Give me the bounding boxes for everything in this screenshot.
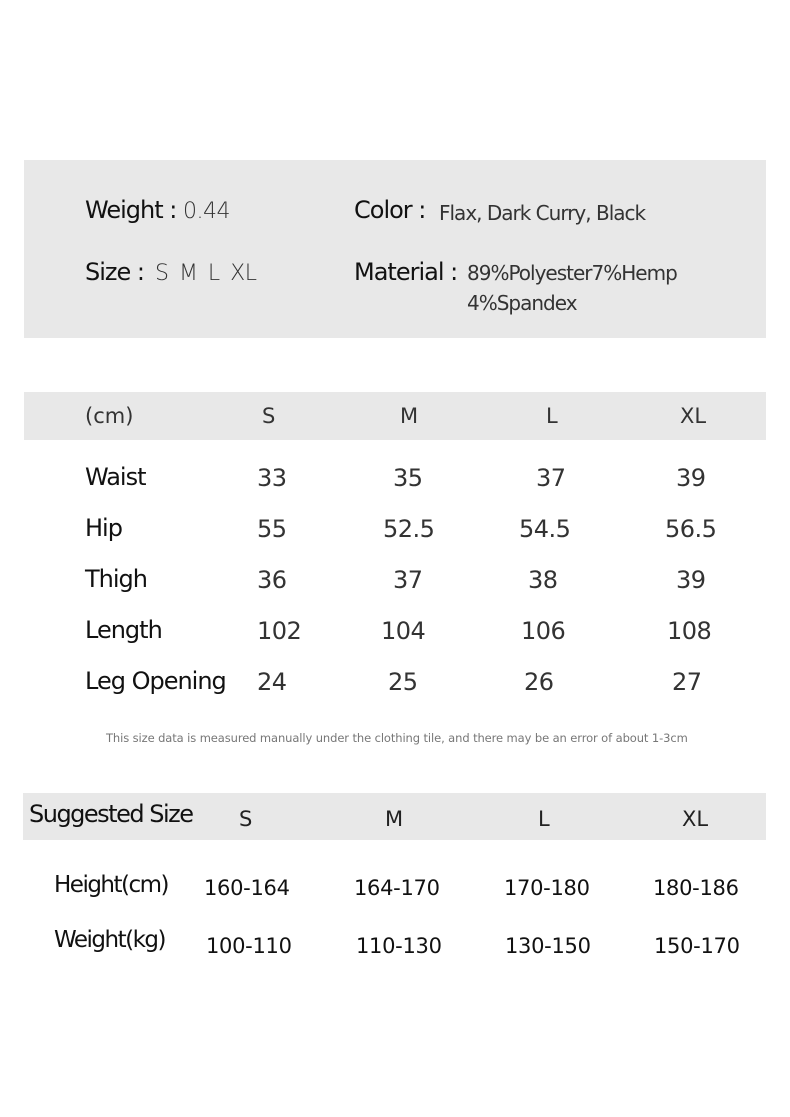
row-label-length: Length [85, 616, 162, 644]
table-cell: 106 [521, 617, 566, 645]
table-cell: 170-180 [504, 876, 590, 900]
material-value-line1: 89%Polyester7%Hemp [467, 261, 677, 285]
suggested-header-l: L [538, 807, 550, 831]
size-header-xl: XL [680, 404, 707, 428]
table-cell: 56.5 [665, 515, 717, 543]
product-info-panel [24, 160, 766, 338]
weight-value: 0.44 [183, 199, 230, 224]
table-cell: 33 [257, 464, 287, 492]
table-cell: 130-150 [505, 934, 591, 958]
row-label-leg-opening: Leg Opening [85, 667, 226, 695]
suggested-header-xl: XL [682, 807, 709, 831]
size-header-s: S [262, 404, 276, 428]
table-cell: 160-164 [204, 876, 290, 900]
table-cell: 37 [393, 566, 423, 594]
color-label: Color : [354, 196, 426, 224]
size-header-m: M [400, 404, 419, 428]
table-cell: 24 [257, 668, 287, 696]
material-value-line2: 4%Spandex [467, 291, 577, 315]
row-label-weight: Weight(kg) [54, 927, 165, 953]
table-cell: 150-170 [654, 934, 740, 958]
material-label: Material : [354, 258, 458, 286]
table-cell: 26 [524, 668, 554, 696]
table-cell: 39 [676, 566, 706, 594]
table-cell: 52.5 [383, 515, 435, 543]
table-cell: 108 [667, 617, 712, 645]
row-label-hip: Hip [85, 514, 122, 542]
table-cell: 104 [381, 617, 426, 645]
row-label-waist: Waist [85, 463, 146, 491]
table-cell: 38 [528, 566, 558, 594]
suggested-header-s: S [239, 807, 253, 831]
table-cell: 27 [672, 668, 702, 696]
measurement-header-bar [24, 392, 766, 440]
table-cell: 25 [388, 668, 418, 696]
table-cell: 39 [676, 464, 706, 492]
table-cell: 110-130 [356, 934, 442, 958]
size-label: Size : [85, 258, 144, 286]
row-label-height: Height(cm) [54, 872, 169, 898]
table-cell: 54.5 [519, 515, 571, 543]
table-cell: 35 [393, 464, 423, 492]
suggested-size-title: Suggested Size [29, 800, 193, 828]
weight-label: Weight : [85, 196, 177, 224]
table-cell: 102 [257, 617, 302, 645]
suggested-header-m: M [385, 807, 404, 831]
unit-label: (cm) [85, 404, 134, 428]
color-value: Flax, Dark Curry, Black [439, 201, 646, 225]
table-cell: 180-186 [653, 876, 739, 900]
table-cell: 37 [536, 464, 566, 492]
size-header-l: L [546, 404, 558, 428]
measurement-note: This size data is measured manually under the clothing tile, and there may be an error of about 1-3cm [106, 731, 688, 745]
table-cell: 164-170 [354, 876, 440, 900]
size-value: S M L XL [155, 261, 257, 286]
table-cell: 36 [257, 566, 287, 594]
table-cell: 55 [257, 515, 287, 543]
row-label-thigh: Thigh [85, 565, 147, 593]
table-cell: 100-110 [206, 934, 292, 958]
